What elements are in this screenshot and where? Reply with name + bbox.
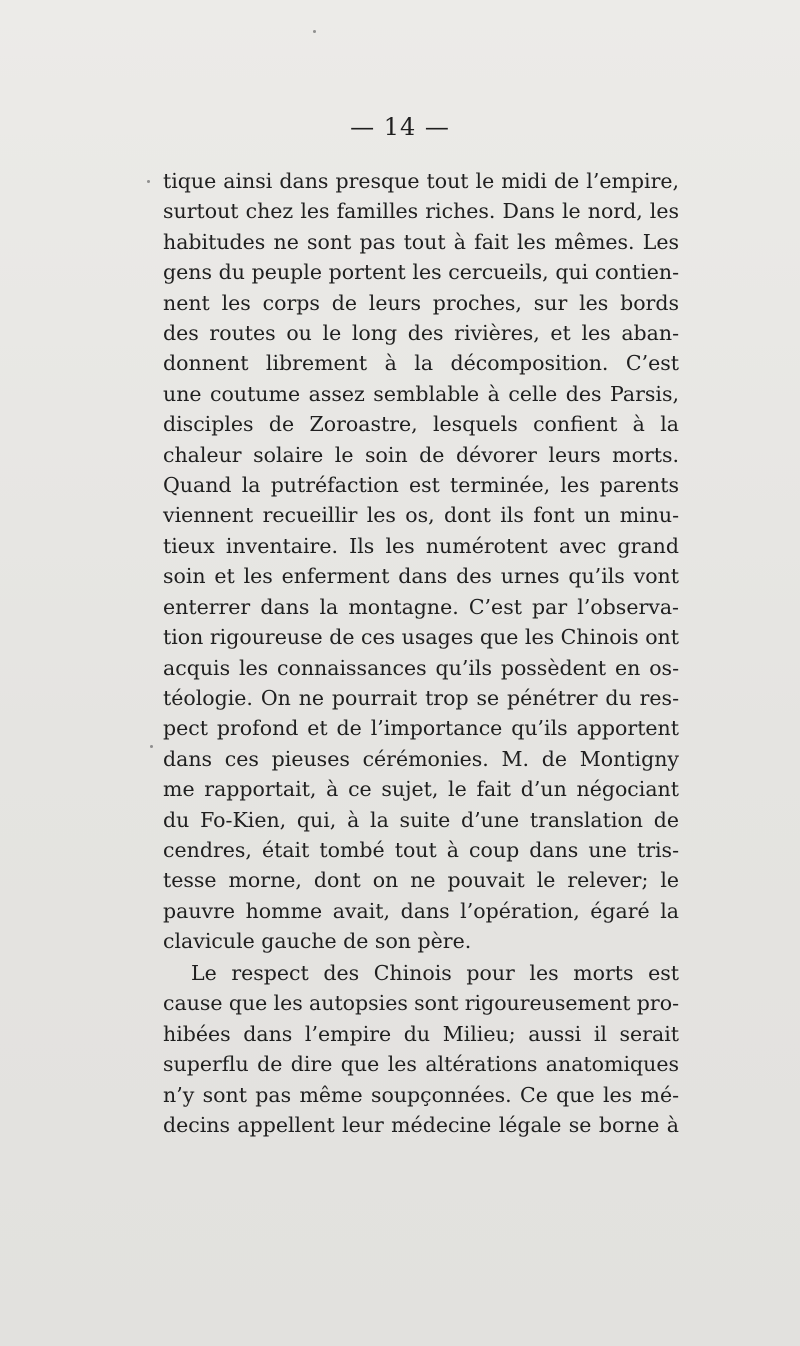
text-line: tesse morne, dont on ne pouvait le relever; le	[163, 868, 680, 893]
text-line: clavicule gauche de son père.	[163, 929, 472, 954]
text-line: du Fo-Kien, qui, à la suite d’une translation de	[163, 807, 679, 832]
text-line: téologie. On ne pourrait trop se pénétrer du res-	[163, 685, 679, 710]
text-line: tieux inventaire. Ils les numérotent avec grand	[163, 533, 679, 558]
text-line: viennent recueillir les os, dont ils font un minu-	[163, 503, 680, 528]
text-line: cause que les autopsies sont rigoureusement pro-	[163, 991, 679, 1016]
text-line: tique ainsi dans presque tout le midi de l’empire,	[163, 169, 680, 193]
page-number: — 14 —	[350, 113, 450, 141]
text-line: nent les corps de leurs proches, sur les bords	[163, 290, 680, 315]
text-line: dans ces pieuses cérémonies. M. de Montigny	[163, 746, 679, 771]
paragraph-1	[163, 166, 679, 957]
text-line: disciples de Zoroastre, lesquels confient à la	[163, 412, 680, 437]
text-line: chaleur solaire le soin de dévorer leurs morts.	[163, 442, 680, 467]
text-line: Le respect des Chinois pour les morts est	[191, 961, 680, 985]
text-line: pauvre homme avait, dans l’opération, égaré la	[163, 898, 679, 923]
text-line: une coutume assez semblable à celle des Parsis,	[163, 381, 679, 406]
text-line: Quand la putréfaction est terminée, les parents	[163, 473, 680, 498]
text-line: me rapportait, à ce sujet, le fait d’un négociant	[163, 777, 679, 802]
text-line: acquis les connaissances qu’ils possèdent en os-	[163, 655, 679, 680]
text-line: soin et les enferment dans des urnes qu’ils vont	[163, 564, 679, 589]
text-line: hibées dans l’empire du Milieu; aussi il serait	[163, 1021, 679, 1046]
text-line: habitudes ne sont pas tout à fait les mêmes. Les	[163, 229, 679, 254]
text-line: enterrer dans la montagne. C’est par l’observa-	[163, 594, 679, 619]
page-speck	[150, 745, 153, 748]
paragraph-2	[163, 958, 679, 1140]
text-line: decins appellent leur médecine légale se borne à	[163, 1113, 680, 1138]
page-speck	[313, 30, 316, 33]
text-line: cendres, était tombé tout à coup dans une tris-	[163, 837, 679, 862]
text-line: surtout chez les familles riches. Dans le nord, les	[163, 199, 680, 224]
text-line: tion rigoureuse de ces usages que les Chinois ont	[163, 625, 679, 650]
text-line: n’y sont pas même soupçonnées. Ce que les mé-	[163, 1082, 679, 1107]
text-line: superflu de dire que les altérations anatomiques	[163, 1052, 679, 1077]
text-line: gens du peuple portent les cercueils, qui contien-	[163, 260, 680, 285]
text-line: des routes ou le long des rivières, et les aban-	[163, 321, 680, 346]
page-speck	[147, 180, 150, 183]
text-line: pect profond et de l’importance qu’ils apportent	[163, 716, 679, 741]
text-line: donnent librement à la décomposition. C’est	[163, 351, 680, 376]
